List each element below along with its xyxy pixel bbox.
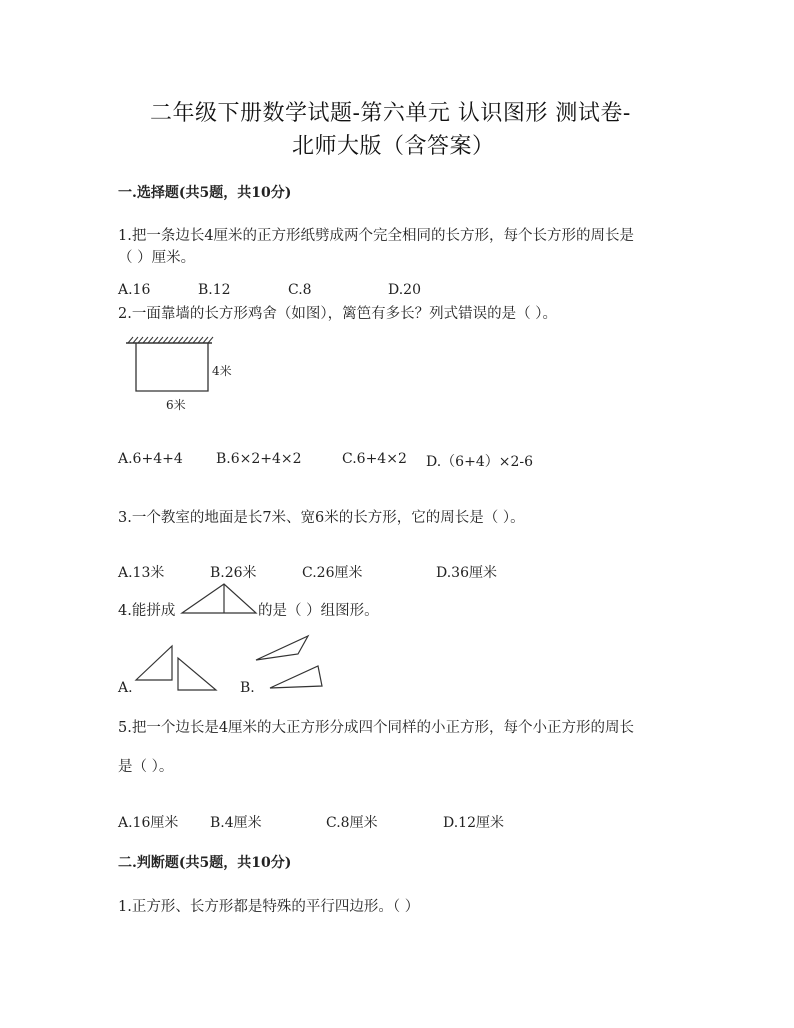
judgement-1-text: 1.正方形、长方形都是特殊的平行四边形。（ ） bbox=[118, 899, 420, 915]
figure-label-length: 6米 bbox=[166, 398, 186, 412]
question-1-option-b: B.12 bbox=[198, 282, 231, 298]
question-2-option-b: B.6×2+4×2 bbox=[216, 451, 302, 467]
fence-rectangle bbox=[136, 343, 208, 391]
question-5-text: 5.把一个边长是4厘米的大正方形分成四个同样的小正方形，每个小正方形的周长 bbox=[118, 720, 635, 736]
target-triangle-figure bbox=[180, 582, 260, 616]
question-1-option-a: A.16 bbox=[118, 282, 151, 298]
question-2-text: 2.一面靠墙的长方形鸡舍（如图），篱笆有多长？列式错误的是（ ）。 bbox=[118, 306, 557, 322]
question-5-text-cont: 是（ ）。 bbox=[118, 759, 174, 775]
page-title-line1: 二年级下册数学试题-第六单元 认识图形 测试卷- bbox=[150, 101, 631, 126]
page-title-line2: 北师大版（含答案） bbox=[292, 134, 495, 159]
question-5-option-a: A.16厘米 bbox=[118, 815, 179, 831]
question-2-option-d: D.（6+4）×2-6 bbox=[426, 454, 533, 470]
question-1-option-d: D.20 bbox=[388, 282, 421, 298]
question-1-text-cont: （ ）厘米。 bbox=[118, 250, 196, 266]
question-4-suffix: 的是（ ）组图形。 bbox=[258, 603, 379, 619]
question-4-option-b: B. bbox=[240, 680, 255, 696]
question-3-option-b: B.26米 bbox=[210, 565, 257, 581]
question-5-option-c: C.8厘米 bbox=[326, 815, 378, 831]
question-1-option-c: C.8 bbox=[288, 282, 312, 298]
question-5-option-d: D.12厘米 bbox=[443, 815, 504, 831]
figure-label-width: 4米 bbox=[212, 364, 232, 378]
question-3-option-a: A.13米 bbox=[118, 565, 165, 581]
question-2-option-a: A.6+4+4 bbox=[118, 451, 183, 467]
question-3-option-d: D.36厘米 bbox=[436, 565, 497, 581]
question-3-text: 3.一个教室的地面是长7米、宽6米的长方形，它的周长是（ ）。 bbox=[118, 510, 525, 526]
section-heading-judgement: 二.判断题(共5题，共10分) bbox=[118, 855, 292, 871]
option-b-triangles bbox=[252, 632, 332, 694]
wall-hatching bbox=[126, 337, 213, 343]
question-4-prefix: 4.能拼成 bbox=[118, 603, 176, 619]
option-a-triangles bbox=[132, 640, 222, 695]
question-2-option-c: C.6+4×2 bbox=[342, 451, 407, 467]
question-5-option-b: B.4厘米 bbox=[210, 815, 262, 831]
section-heading-choice: 一.选择题(共5题，共10分) bbox=[118, 185, 292, 201]
question-1-text: 1.把一条边长4厘米的正方形纸劈成两个完全相同的长方形，每个长方形的周长是 bbox=[118, 228, 635, 244]
question-4-option-a: A. bbox=[118, 680, 133, 696]
question-3-option-c: C.26厘米 bbox=[302, 565, 363, 581]
